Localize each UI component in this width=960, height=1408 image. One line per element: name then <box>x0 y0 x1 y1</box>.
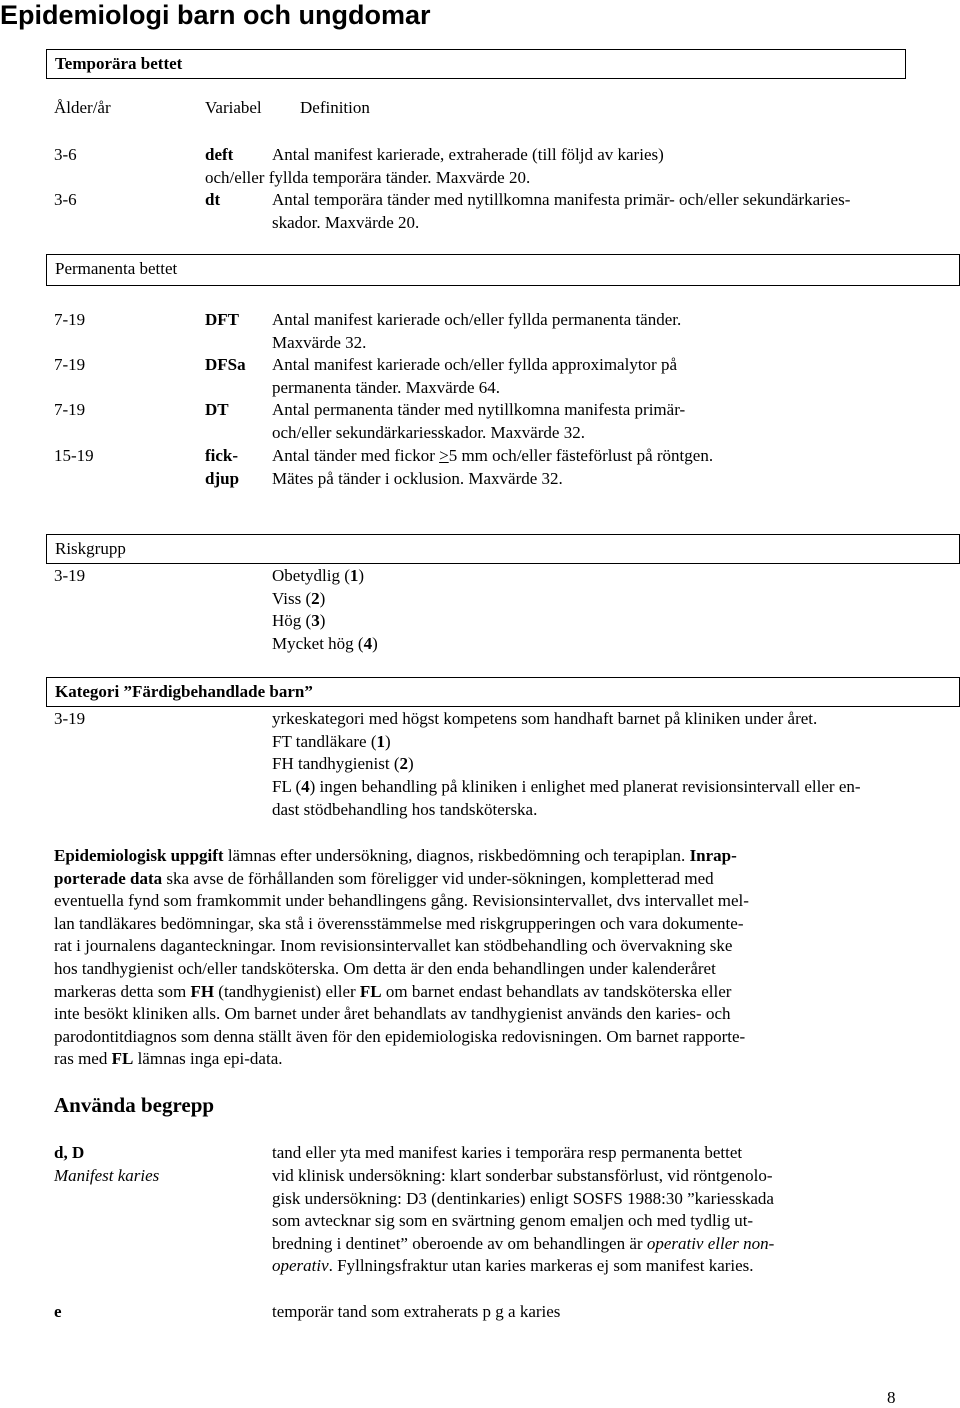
section-permanent-dentition-header <box>46 254 960 286</box>
row-definition: permanenta tänder. Maxvärde 64. <box>272 378 500 397</box>
section-heading: Kategori ”Färdigbehandlade barn” <box>55 682 313 701</box>
page-title: Epidemiologi barn och ungdomar <box>0 0 431 30</box>
row-age: 7-19 <box>54 355 86 374</box>
row-definition: Antal manifest karierade och/eller fyllda permanenta tänder. <box>272 310 682 329</box>
list-item: FT tandläkare (1) <box>272 732 391 751</box>
section-heading-terms: Använda begrepp <box>54 1093 215 1117</box>
col-header-variable: Variabel <box>205 98 262 117</box>
section-heading: Temporära bettet <box>55 54 183 73</box>
term-definition: temporär tand som extraherats p g a karies <box>272 1302 561 1321</box>
term-e: e <box>54 1302 62 1321</box>
row-definition: Antal permanenta tänder med nytillkomna manifesta primär- <box>272 400 686 419</box>
term-definition: bredning i dentinet” oberoende av om behandlingen är operativ eller non- <box>272 1234 775 1253</box>
row-definition: Antal manifest karierade och/eller fyllda approximalytor på <box>272 355 678 374</box>
row-age: 7-19 <box>54 310 86 329</box>
page-number: 8 <box>887 1388 896 1407</box>
term-definition: gisk undersökning: D3 (dentinkaries) enligt SOSFS 1988:30 ”kariesskada <box>272 1189 774 1208</box>
row-definition: skador. Maxvärde 20. <box>272 213 420 232</box>
col-header-age: Ålder/år <box>54 98 111 117</box>
definition-text: Antal tänder med fickor <box>272 446 440 465</box>
row-age: 7-19 <box>54 400 86 419</box>
row-definition: Antal manifest karierade, extraherade (till följd av karies) <box>272 145 664 164</box>
row-variable: DFT <box>205 310 239 329</box>
row-variable: djup <box>205 469 240 488</box>
epidemiology-paragraph: Epidemiologisk uppgift lämnas efter undersökning, diagnos, riskbedömning och terapiplan. Inrap- porterade data ska avse de förhållanden som föreligger vid under-sökningen, kompletterad med eventuella fynd som framkommit under behandlingens gång. Revisionsintervallet, dvs intervallet mel- lan tandläkares bedömningar, ska stå i överensstämmelse med riskgrupperingen och vara dokumente- rat i journalens daganteckningar. Inom revisionsintervallet kan stödbehandling och övervakning ske hos tandhygienist och/eller tandsköterska. Om detta är den enda behandlingen under kalenderåret markeras detta som FH (tandhygienist) eller FL om barnet endast behandlats av tandsköterska eller inte besökt kliniken alls. Om barnet under året behandlats av tandhygienist används den karies- och parodontitdiagnos som denna ställt även för den epidemiologiska redovisningen. Om barnet rapporte- ras med FL lämnas inga epi-data. <box>54 846 749 1069</box>
risk-age: 3-19 <box>54 566 86 585</box>
section-heading: Permanenta bettet <box>55 259 178 278</box>
definition-text: 5 mm och/eller fästeförlust på röntgen. <box>448 446 714 465</box>
term-definition: tand eller yta med manifest karies i temporära resp permanenta bettet <box>272 1143 743 1162</box>
row-definition: och/eller sekundärkariesskador. Maxvärde 32. <box>272 423 585 442</box>
term-definition: vid klinisk undersökning: klart sonderbar substansförlust, vid röntgenolo- <box>272 1166 773 1185</box>
list-item: FL (4) ingen behandling på kliniken i enlighet med planerat revisionsintervall eller en- <box>272 777 861 796</box>
list-item: Mycket hög (4) <box>272 634 378 653</box>
list-item: Obetydlig (1) <box>272 566 365 585</box>
row-age: 15-19 <box>54 446 94 465</box>
term-manifest-karies: Manifest karies <box>54 1166 160 1185</box>
row-variable: DFSa <box>205 355 246 374</box>
section-category-header <box>46 677 960 707</box>
row-definition <box>272 446 713 466</box>
row-variable: deft <box>205 145 234 164</box>
category-age: 3-19 <box>54 709 86 728</box>
category-text: dast stödbehandling hos tandsköterska. <box>272 800 538 819</box>
category-text: yrkeskategori med högst kompetens som handhaft barnet på kliniken under året. <box>272 709 818 728</box>
term-definition: som avtecknar sig som en svärtning genom emaljen och med tydlig ut- <box>272 1211 754 1230</box>
row-definition: och/eller fyllda temporära tänder. Maxvärde 20. <box>205 168 531 187</box>
list-item: Hög (3) <box>272 611 326 630</box>
section-temporary-dentition-header <box>46 49 906 79</box>
row-age: 3-6 <box>54 145 77 164</box>
gte-symbol: > <box>439 446 449 465</box>
col-header-definition: Definition <box>300 98 370 117</box>
term-d-D: d, D <box>54 1143 85 1162</box>
section-risk-group-header <box>46 534 960 564</box>
term-definition: operativ. Fyllningsfraktur utan karies markeras ej som manifest karies. <box>272 1256 754 1275</box>
list-item: Viss (2) <box>272 589 326 608</box>
row-definition: Antal temporära tänder med nytillkomna manifesta primär- och/eller sekundärkaries- <box>272 190 851 209</box>
row-definition: Maxvärde 32. <box>272 333 367 352</box>
row-age: 3-6 <box>54 190 77 209</box>
section-heading: Riskgrupp <box>55 539 126 558</box>
list-item: FH tandhygienist (2) <box>272 754 414 773</box>
row-variable: dt <box>205 190 221 209</box>
row-variable: DT <box>205 400 229 419</box>
row-variable: fick- <box>205 446 239 465</box>
row-definition: Mätes på tänder i ocklusion. Maxvärde 32. <box>272 469 563 488</box>
